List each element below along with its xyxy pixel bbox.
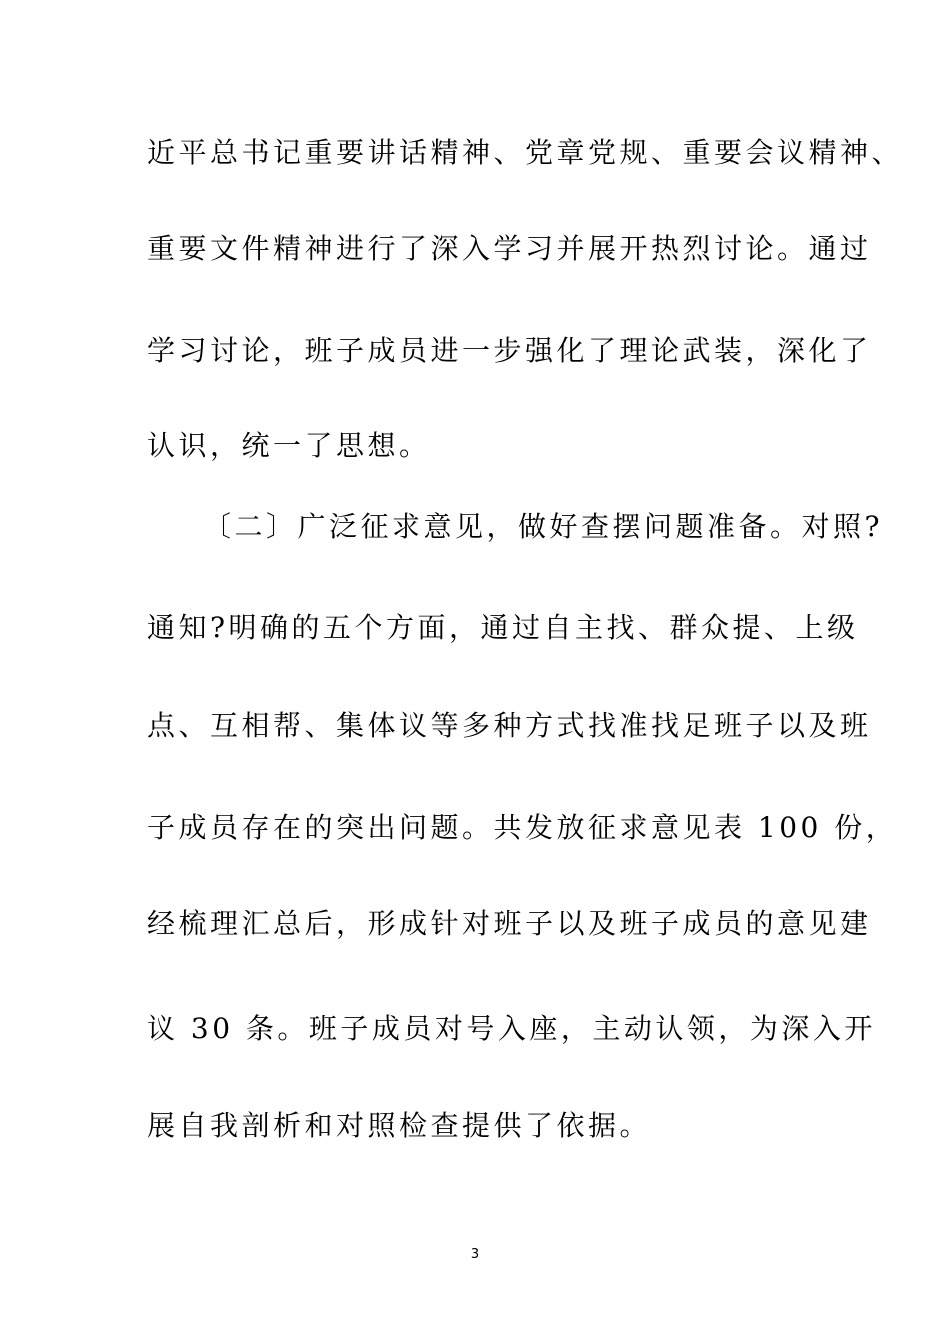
text-line: 点、互相帮、集体议等多种方式找准找足班子以及班 [147,709,872,742]
text-line: 议 30 条。班子成员对号入座，主动认领，为深入开 [147,1012,876,1045]
text-line: 经梳理汇总后，形成针对班子以及班子成员的意见建 [147,907,872,940]
paragraph-heading-line: 〔二〕广泛征求意见，做好查摆问题准备。对照? [203,510,884,543]
text-line: 重要文件精神进行了深入学习并展开热烈讨论。通过 [147,232,872,265]
text-line: 通知?明确的五个方面，通过自主找、群众提、上级 [147,611,859,644]
text-line: 近平总书记重要讲话精神、党章党规、重要会议精神、 [147,136,904,169]
page-number: 3 [470,1247,480,1262]
text-line: 认识，统一了思想。 [147,429,431,462]
text-line: 展自我剖析和对照检查提供了依据。 [147,1109,652,1142]
text-line: 子成员存在的突出问题。共发放征求意见表 100 份， [147,811,898,844]
text-line: 学习讨论，班子成员进一步强化了理论武装，深化了 [147,334,872,367]
